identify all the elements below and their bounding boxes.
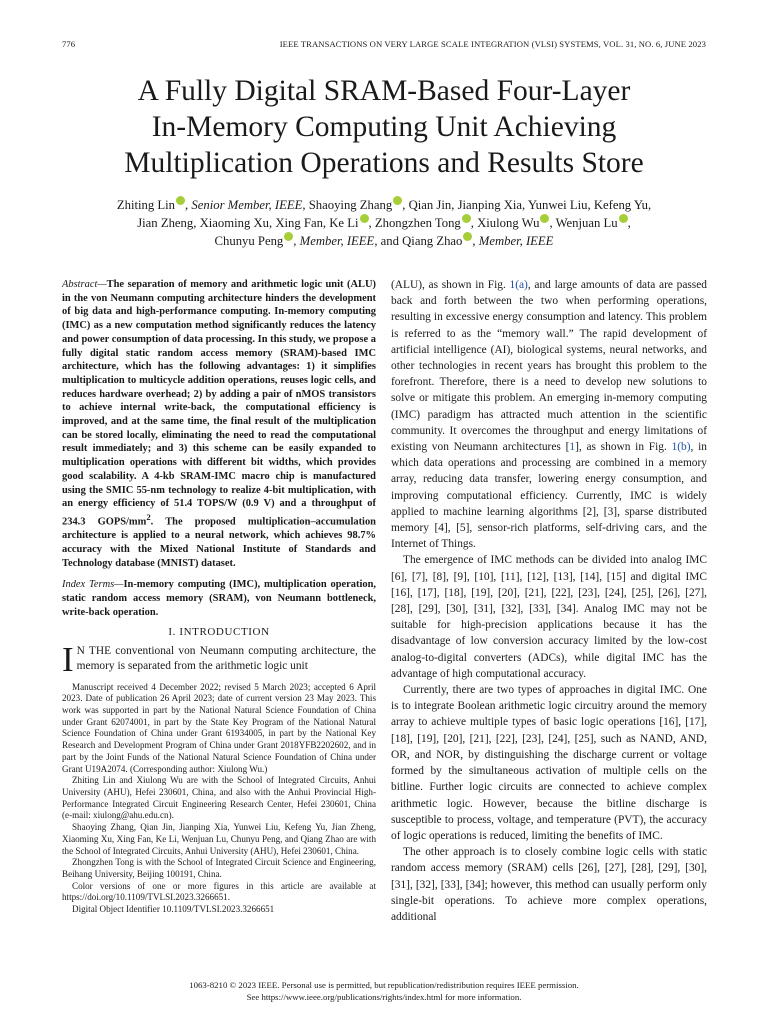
reference-link[interactable]: 1: [569, 441, 576, 454]
body-text: (ALU), as shown in Fig.: [391, 279, 510, 291]
orcid-icon[interactable]: [176, 196, 185, 205]
footer-line-1: 1063-8210 © 2023 IEEE. Personal use is permitted, but republication/redistribution requires IEEE permission.: [189, 980, 579, 990]
index-terms: [62, 578, 376, 619]
footnotes: [62, 682, 376, 916]
footer-line-2: See https://www.ieee.org/publications/rights/index.html for more information.: [246, 991, 522, 1002]
title-line-2: In-Memory Computing Unit Achieving: [151, 111, 617, 143]
orcid-icon[interactable]: [619, 214, 628, 223]
section-heading: I. INTRODUCTION: [168, 626, 270, 639]
footnote: Zhongzhen Tong is with the School of Integrated Circuit Science and Engineering, Beihang University, Beijing 100191, China.: [62, 857, 376, 879]
intro-paragraph: [62, 640, 376, 680]
footnote: Shaoying Zhang, Qian Jin, Jianping Xia, Yunwei Liu, Kefeng Yu, Jian Zheng, Xiaoming Xu, Xing Fan, Ke Li, Wenjuan Lu, Chunyu Peng, and Qiang Zhao are with the School of Integrated Circuits, Anhui University (AHU), Hefei 230601, China.: [62, 822, 376, 856]
footnote: Zhiting Lin and Xiulong Wu are with the School of Integrated Circuits, Anhui University (AHU), Hefei 230601, China, and also with the Anhui Provincial High-Performance Integrated Circuit Engineering Research Center, Hefei 230601, China (e-mail: xiulong@ahu.edu.cn).: [62, 775, 376, 821]
author-name: , Qian Jin, Jianping Xia, Yunwei Liu, Kefeng Yu,: [402, 198, 652, 212]
index-terms-label: Index Terms—: [62, 579, 124, 591]
figure-link[interactable]: 1(b): [671, 441, 691, 454]
body-text: ], as shown in Fig.: [575, 441, 672, 454]
right-column: [391, 277, 707, 925]
left-column: [62, 278, 376, 916]
footnote: Digital Object Identifier 10.1109/TVLSI.2023.3266651: [72, 904, 275, 915]
abstract-superscript: 2: [146, 511, 151, 522]
author-line-2: [30, 214, 738, 232]
author-name: Chunyu Peng: [214, 234, 284, 248]
orcid-icon[interactable]: [284, 232, 293, 241]
body-paragraph: Currently, there are two types of approaches in digital IMC. One is to integrate Boolean arithmetic logic circuitry around the memory array to achieve multiple types of basic logic operations [16], [17], [18], [19], [20], [21], [22], [23], [24], [25], such as NAND, AND, OR, and NOR, by distinguishing the discharge current or voltage formed by the simultaneous activation of multiple cells on the bitline. Further logic circuits are connected to achieve complex arithmetic logic. However, because the bitline discharge is susceptible to process, voltage, and temperature (PVT), the accuracy of logic operations is reduced, limiting the benefits of IMC.: [391, 684, 707, 842]
author-name: , Zhongzhen Tong: [368, 216, 461, 230]
orcid-icon[interactable]: [462, 214, 471, 223]
abstract-text: The separation of memory and arithmetic logic unit (ALU) in the von Neumann computing architecture hinders the development of big data and high-performance computing. In-memory computing (IMC) as a new computation method significantly reduces the latency and power consumption of data processing. In this study, we propose a fully digital static random access memory (SRAM)-based IMC architecture, which has the following advantages: 1) it simplifies multiplication to multicycle addition operations, reuses logic cells, and reduces hardware overhead; 2) by adding a pair of nMOS transistors to achieve internal write-back, the computational efficiency is improved, and at the same time, the final result of the multiplication can be stored locally, eliminating the need to read the computational result immediately; and 3) this scheme can be easily expanded to multiplication operations with different bit widths, which provides good scalability. A 4-kb SRAM-IMC macro chip is manufactured using the SMIC 55-nm technology to realize 4-bit multiplication, with an energy efficiency of 51.4 TOPS/W (0.9 V) and a throughput of 234.3 GOPS/mm: [62, 279, 376, 528]
author-affil-role: , Senior Member, IEEE: [185, 198, 303, 212]
abstract-label: Abstract—: [62, 279, 107, 290]
body-text: , and large amounts of data are passed back and forth between the two when performing operations, resulting in excessive energy consumption and latency. This problem is referred to as the “memory wall.” The rapid development of artificial intelligence (AI), biological systems, neural networks, and other technologies in recent years has brought this problem to the forefront. Therefore, there is a need to develop new solutions to solve or mitigate this problem. An emerging in-memory computing (IMC) paradigm has attracted much attention in the scientific community. It overcomes the throughput and energy limitations of existing von Neumann architectures [: [391, 279, 707, 454]
body-text: , in which data operations and processing are combined in a memory array, reducing data transfer, lowering energy consumption, and improving computational efficiency. Currently, IMC is widely applied to machine learning algorithms [2], [3], sparse distributed memory [4], [5], sensor-rich platforms, self-driving cars, and the Internet of Things.: [391, 441, 707, 551]
intro-lead: N THE conventional von Neumann computing architecture, the memory is separated from the arithmetic logic unit: [76, 645, 376, 673]
author-name: , and Qiang Zhao: [374, 234, 463, 248]
page-number: 776: [62, 39, 76, 49]
author-name: , Wenjuan Lu: [549, 216, 618, 230]
body-paragraph: The emergence of IMC methods can be divided into analog IMC [6], [7], [8], [9], [10], [11], [12], [13], [14], [15] and digital IMC [16], [17], [18], [19], [20], [21], [22], [23], [24], [25], [26], [27], [28], [29], [30], [31], [32], [33], [34]. Analog IMC may not be suitable for high-precision applications because it has the disadvantage of low conversion accuracy limited by the low-cost analog-to-digital converters (ADCs), while digital IMC has the advantage of high computational accuracy.: [391, 554, 707, 680]
index-terms-text: In-memory computing (IMC), multiplication operation, static random access memory (SRAM), von Neumann bottleneck, write-back operation.: [62, 579, 376, 618]
author-name: , Xiulong Wu: [470, 216, 540, 230]
orcid-icon[interactable]: [360, 214, 369, 223]
author-list: [30, 196, 738, 250]
author-affil-role: , Member, IEEE: [293, 234, 375, 248]
paper-title: [0, 73, 768, 181]
author-name: , Shaoying Zhang: [302, 198, 393, 212]
title-line-1: A Fully Digital SRAM-Based Four-Layer: [137, 75, 631, 107]
author-affil-role: , Member, IEEE: [472, 234, 554, 248]
author-punct: ,: [627, 216, 631, 230]
title-line-3: Multiplication Operations and Results Store: [124, 147, 644, 179]
body-paragraph: [391, 277, 707, 552]
journal-header: IEEE TRANSACTIONS ON VERY LARGE SCALE INTEGRATION (VLSI) SYSTEMS, VOL. 31, NO. 6, JUNE 2023: [279, 39, 706, 49]
copyright-footer: [0, 980, 768, 1003]
author-line-1: [30, 196, 738, 214]
orcid-icon[interactable]: [393, 196, 402, 205]
figure-link[interactable]: 1(a): [509, 279, 528, 291]
author-line-3: [30, 232, 738, 250]
author-name: Jian Zheng, Xiaoming Xu, Xing Fan, Ke Li: [137, 216, 359, 230]
footnote: Manuscript received 4 December 2022; revised 5 March 2023; accepted 6 April 2023. Date of publication 26 April 2023; date of current version 23 May 2023. This work was supported in part by the National Natural Science Foundation of China under Grant 62074001, in part by the State Key Program of the National Natural Science Foundation of China under Grant 61934005, in part by the National Key Research and Development Program of China under Grant 2018YFB2202602, and in part by the Joint Funds of the National Natural Science Foundation of China under Grant U19A2074. (Corresponding author: Xiulong Wu.): [62, 681, 376, 774]
abstract-text-tail: . The proposed multiplication–accumulation architecture is applied to a neural network, which achieves 98.7% accuracy with the Mixed National Institute of Standards and Technology database (MNIST) dataset.: [62, 516, 376, 569]
author-name: Zhiting Lin: [116, 198, 176, 212]
drop-cap: I: [62, 640, 74, 680]
body-paragraph: The other approach is to closely combine logic cells with static random access memory (SRAM) cells [26], [27], [28], [29], [30], [31], [32], [33], [34]; however, this method can usually perform only single-bit operations. To achieve more complex operations, additional: [391, 846, 707, 923]
footnote: Color versions of one or more figures in this article are available at https://doi.org/10.1109/TVLSI.2023.3266651.: [62, 880, 376, 903]
abstract: [62, 278, 376, 570]
